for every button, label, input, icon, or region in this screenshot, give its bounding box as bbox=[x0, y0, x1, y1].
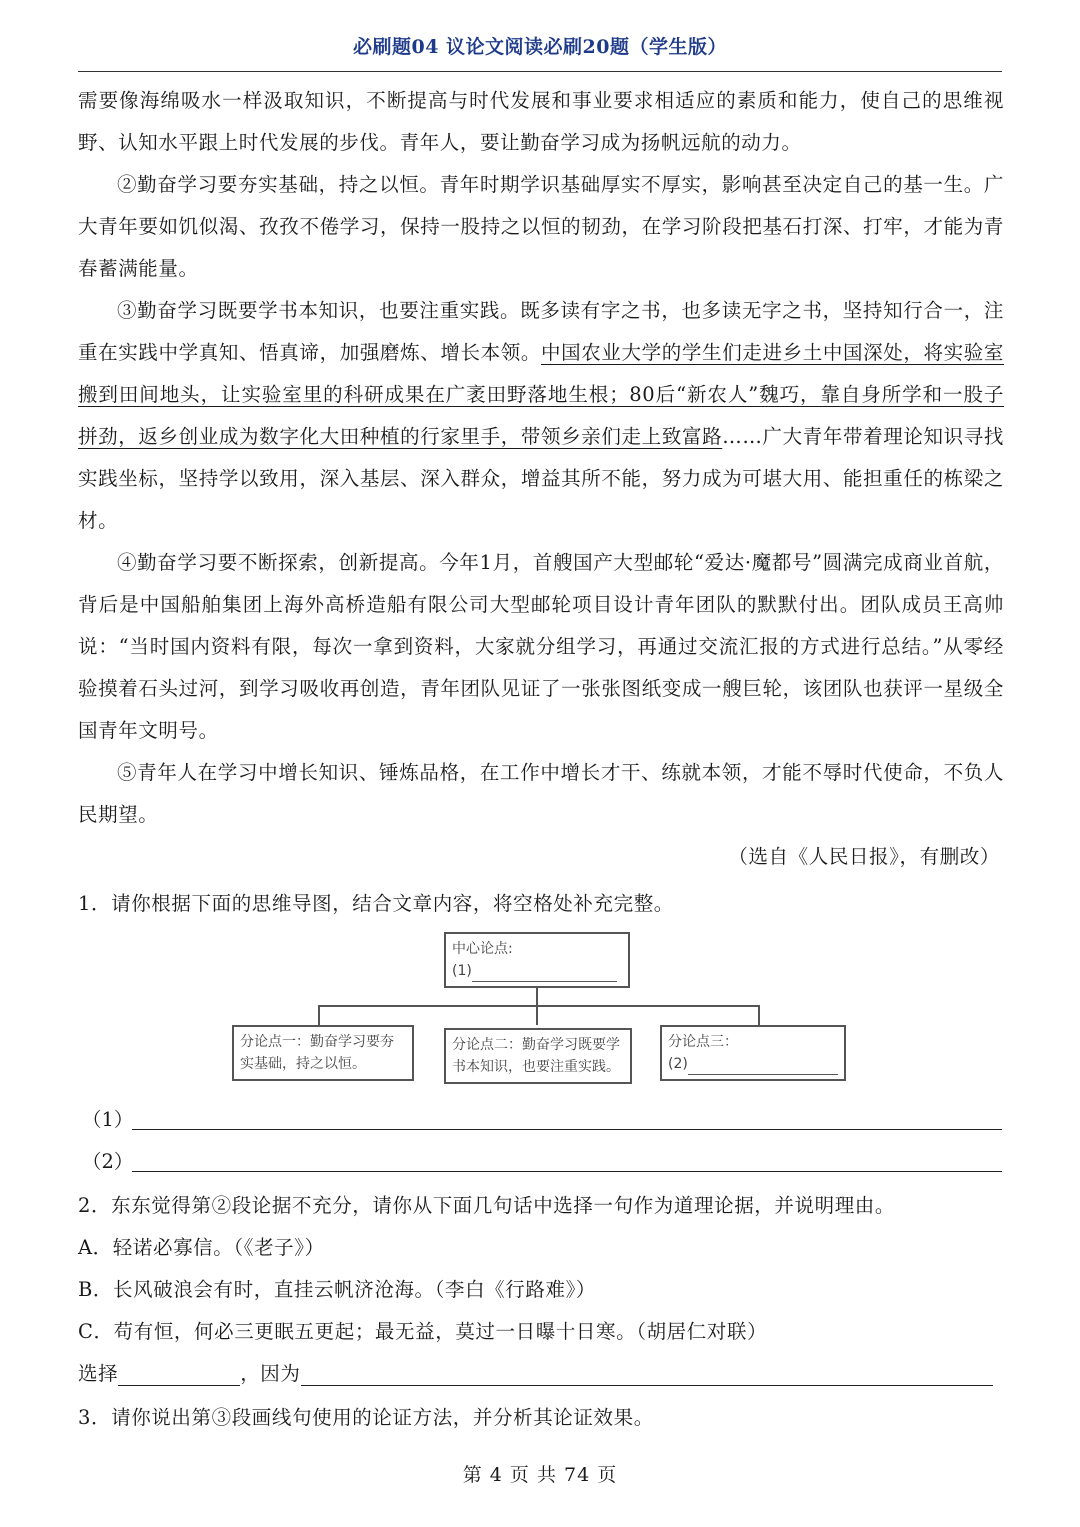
paragraph-3-intro: ③勤奋学习既要学书本知识，也要注重实践。既多读有字之书，也多读无字之书，坚持知行合一，注重在实践中学真知、悟真谛，加强磨炼、增长本领。 bbox=[78, 299, 1004, 364]
question-2: 2．东东觉得第②段论据不充分，请你从下面几句话中选择一句作为道理论据，并说明理由。 bbox=[78, 1194, 896, 1217]
paragraph-4: ④勤奋学习要不断探索，创新提高。今年1月，首艘国产大型邮轮“爱达·魔都号”圆满完成商业首航，背后是中国船舶集团上海外高桥造船有限公司大型邮轮项目设计青年团队的默默付出。团队成员王高帅说：“当时国内资料有限，每次一拿到资料，大家就分组学习，再通过交流汇报的方式进行总结。”从零经验摸着石头过河，到学习吸收再创造，青年团队见证了一张张图纸变成一艘巨轮，该团队也获评一星级全国青年文明号。 bbox=[78, 551, 1004, 742]
connector-line-trunk bbox=[536, 988, 538, 1006]
paragraph-3-conclusion: ……广大青年带着理论知识寻找实践坐标，坚持学以致用，深入基层、深入群众，增益其所不能，努力成为可堪大用、能担重任的栋梁之材。 bbox=[78, 425, 1004, 532]
reason-blank[interactable] bbox=[301, 1363, 993, 1386]
connector-line-horizontal bbox=[318, 1005, 758, 1007]
connector-line-branch-1 bbox=[318, 1005, 320, 1025]
connector-line-branch-2 bbox=[536, 1005, 538, 1025]
mind-map-diagram bbox=[228, 928, 853, 1088]
answer-line-1-label: （1） bbox=[82, 1108, 134, 1131]
choice-label: 选择 bbox=[78, 1362, 119, 1385]
question-3: 3．请你说出第③段画线句使用的论证方法，并分析其论证效果。 bbox=[78, 1406, 654, 1429]
paragraph-continued: 需要像海绵吸水一样汲取知识，不断提高与时代发展和事业要求相适应的素质和能力，使自己的思维视野、认知水平跟上时代发展的步伐。青年人，要让勤奋学习成为扬帆远航的动力。 bbox=[78, 89, 1004, 154]
center-thesis-blank: (1) bbox=[452, 960, 622, 982]
answer-line-1[interactable] bbox=[78, 1104, 1004, 1134]
header-divider bbox=[78, 71, 1002, 72]
sub-point-3-label: 分论点三： bbox=[668, 1034, 738, 1050]
paragraph-3 bbox=[78, 290, 1004, 542]
choice-answer-row bbox=[78, 1358, 993, 1386]
paragraph-2: ②勤奋学习要夯实基础，持之以恒。青年时期学识基础厚实不厚实，影响甚至决定自己的基一生。广大青年要如饥似渴、孜孜不倦学习，保持一股持之以恒的韧劲，在学习阶段把基石打深、打牢，才能为青春蓄满能量。 bbox=[78, 173, 1004, 280]
option-b: B．长风破浪会有时，直挂云帆济沧海。（李白《行路难》） bbox=[78, 1278, 597, 1301]
question-1: 1．请你根据下面的思维导图，结合文章内容，将空格处补充完整。 bbox=[78, 892, 674, 915]
sub-point-3-blank: (2) bbox=[668, 1053, 838, 1075]
center-thesis-box bbox=[444, 932, 630, 988]
passage bbox=[78, 80, 1004, 878]
choice-blank[interactable] bbox=[118, 1363, 240, 1386]
option-c: C．苟有恒，何必三更眠五更起；最无益，莫过一日曝十日寒。（胡居仁对联） bbox=[78, 1320, 768, 1343]
sub-point-2-box: 分论点二：勤奋学习既要学书本知识，也要注重实践。 bbox=[444, 1028, 632, 1084]
option-a: A．轻诺必寡信。（《老子》） bbox=[78, 1236, 325, 1259]
underlined-sentence: 中国农业大学的学生们走进乡土中国深处，将实验室搬到田间地头，让实验室里的科研成果在广袤田野落地生根；80后“新农人”魏巧，靠自身所学和一股子拼劲，返乡创业成为数字化大田种植的行家里手，带领乡亲们走上致富路 bbox=[78, 341, 1004, 448]
connector-line-branch-3 bbox=[758, 1005, 760, 1025]
answer-line-2-label: （2） bbox=[82, 1150, 134, 1173]
reason-label: ，因为 bbox=[240, 1362, 301, 1385]
source-citation: （选自《人民日报》，有删改） bbox=[728, 845, 1000, 868]
paragraph-5: ⑤青年人在学习中增长知识、锤炼品格，在工作中增长才干、练就本领，才能不辱时代使命，不负人民期望。 bbox=[78, 761, 1004, 826]
page-footer: 第 4 页 共 74 页 bbox=[462, 1464, 618, 1486]
sub-point-1-box: 分论点一：勤奋学习要夯实基础，持之以恒。 bbox=[232, 1025, 414, 1081]
answer-line-2[interactable] bbox=[78, 1146, 1004, 1176]
page-header-title: 必刷题04 议论文阅读必刷20题（学生版） bbox=[353, 36, 727, 58]
center-thesis-label: 中心论点: bbox=[452, 941, 513, 957]
sub-point-3-box bbox=[660, 1025, 846, 1081]
